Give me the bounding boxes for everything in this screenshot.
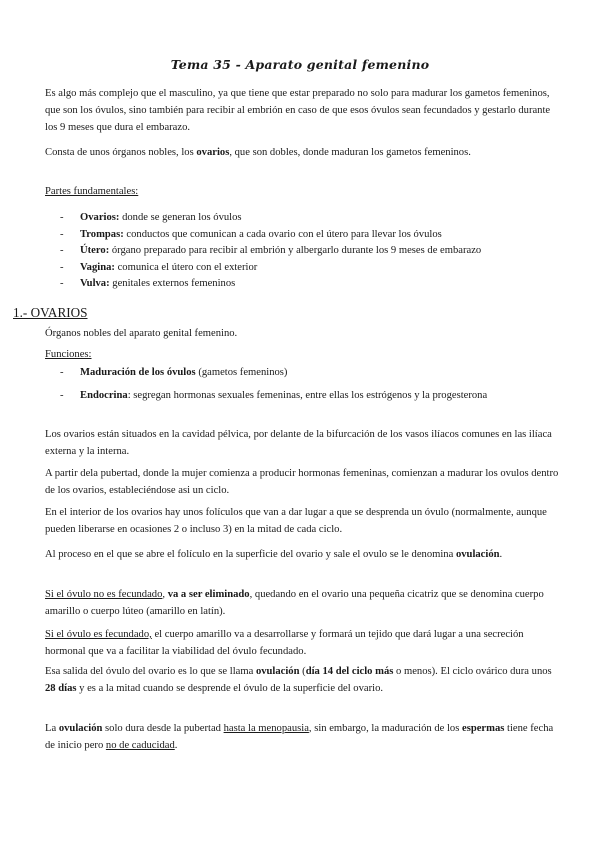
text-run: Esa salida del óvulo del ovario es lo que se llama — [45, 666, 256, 677]
bold-text: día 14 del ciclo más — [305, 666, 394, 677]
bold-text: ovulación — [255, 666, 300, 677]
item-term: Útero: — [80, 245, 110, 257]
underlined-text: Si el óvulo no es fecundado — [45, 589, 163, 600]
underlined-text: no de caducidad — [105, 740, 175, 751]
underlined-text: Si el óvulo es fecundado, — [45, 629, 152, 640]
text-run: ( — [299, 666, 306, 677]
partes-list — [60, 210, 580, 293]
term-ovarios: ovarios — [196, 147, 230, 158]
dash-bullet: - — [60, 278, 64, 290]
ovarios-lead: Órganos nobles del aparato genital femenino. — [45, 328, 238, 339]
item-term: Vagina: — [80, 261, 115, 273]
list-item — [60, 365, 500, 381]
dash-bullet: - — [60, 261, 64, 273]
bold-text: espermas — [462, 723, 505, 734]
pubertad-paragraph: A partir dela pubertad, donde la mujer comienza a producir hormonas femeninas, comienzan a madurar los ovulos dentro de los ovarios, estableciéndose asi un ciclo. — [45, 468, 559, 496]
list-item — [60, 260, 580, 277]
list-item — [60, 243, 580, 260]
text-run: y es a la mitad cuando se desprende el óvulo de la superficie del ovario. — [76, 683, 384, 694]
funciones-list — [60, 365, 500, 411]
text-run: . — [174, 740, 178, 751]
salida-paragraph — [45, 663, 560, 697]
item-term: Vulva: — [80, 278, 110, 290]
bold-text: va a ser eliminado — [167, 589, 250, 600]
text-run: , sin embargo, la maduración de los — [308, 723, 462, 734]
proceso-paragraph: Al proceso en el que se abre el folículo en la superficie del ovario y sale el ovulo se le denomina ovulación. — [45, 549, 503, 560]
item-text: donde se generan los óvulos — [119, 212, 242, 223]
intro-paragraph: Es algo más complejo que el masculino, ya que tiene que estar preparado no solo para madurar los gametos femeninos, que son los óvulos, sino también para recibir al embrión en caso de que esos óvulos sean fecundados y gestarlo durante los 9 meses que dura el embarazo. — [45, 88, 551, 133]
text-run: Consta de unos órganos nobles, los — [45, 147, 197, 158]
text-run: Al proceso en el que se abre el folículo en la superficie del ovario y sale el ovulo se le denomina — [45, 549, 456, 560]
list-item — [60, 210, 580, 227]
text-run: , quedando en el ovario una pequeña cicatriz que se denomina cuerpo amarillo o cuerpo lúteo (amarillo en latín). — [45, 589, 544, 617]
dash-bullet: - — [60, 245, 64, 257]
funciones-heading: Funciones: — [45, 349, 92, 360]
no-fecundado-paragraph: Si el óvulo no es fecundado, va a ser eliminado, quedando en el ovario una pequeña cicatriz que se denomina cuerpo amarillo o cuerpo lúteo (amarillo en latín). — [45, 589, 544, 617]
item-text: genitales externos femeninos — [109, 278, 236, 290]
text-run: solo dura desde la pubertad — [102, 723, 224, 734]
bold-text: ovulación — [58, 723, 103, 734]
item-text: : segregan hormonas sexuales femeninas, entre ellas los estrógenos y la progesterona — [127, 390, 488, 401]
item-text: conductos que comunican a cada ovario con el útero para llevar los óvulos — [123, 228, 442, 240]
intro-ovarios-paragraph — [45, 144, 560, 161]
item-term: Maduración de los óvulos — [80, 367, 196, 378]
text-run: o menos). El ciclo ovárico dura unos — [393, 666, 552, 677]
partes-heading: Partes fundamentales: — [45, 186, 139, 197]
situados-paragraph: Los ovarios están situados en la cavidad pélvica, por delante de la bifurcación de los vasos ilíacos comunes en las ilíaca externa y la interna. — [45, 429, 552, 457]
final-paragraph — [45, 720, 560, 754]
list-item — [60, 227, 580, 244]
section-heading-ovarios: 1.- OVARIOS — [13, 305, 88, 320]
list-item — [60, 388, 500, 404]
fecundado-paragraph — [45, 626, 560, 660]
term-ovulacion: ovulación — [455, 549, 500, 560]
item-term: Trompas: — [80, 228, 124, 240]
item-text: órgano preparado para recibir al embrión y albergarlo durante los 9 meses de embarazo — [109, 245, 482, 257]
dash-bullet: - — [60, 228, 64, 240]
dash-bullet: - — [60, 367, 64, 378]
document-title: Tema 35 - Aparato genital femenino — [170, 57, 430, 72]
dash-bullet: - — [60, 390, 64, 401]
list-item — [60, 276, 580, 293]
bold-text: 28 días — [45, 683, 77, 694]
item-text: (gametos femeninos) — [195, 367, 288, 378]
text-run: el cuerpo amarillo va a desarrollarse y formará un tejido que dará lugar a una secreción hormonal que va a facilitar la viabilidad del óvulo fecundado. — [45, 629, 524, 657]
dash-bullet: - — [60, 212, 64, 223]
underlined-text: hasta la menopausia — [223, 723, 309, 734]
item-term: Endocrina — [80, 390, 128, 401]
text-run: La — [45, 723, 59, 734]
text-run: , que son dobles, donde maduran los gametos femeninos. — [229, 147, 471, 158]
text-run: tiene fecha de inicio pero — [45, 723, 554, 751]
item-text: comunica el útero con el exterior — [114, 261, 258, 273]
item-term: Ovarios: — [80, 212, 120, 223]
foliculos-paragraph: En el interior de los ovarios hay unos folículos que van a dar lugar a que se desprenda un óvulo (normalmente, aunque pueden liberarse en ocasiones 2 o incluso 3) en la mitad de cada ciclo. — [45, 507, 547, 535]
